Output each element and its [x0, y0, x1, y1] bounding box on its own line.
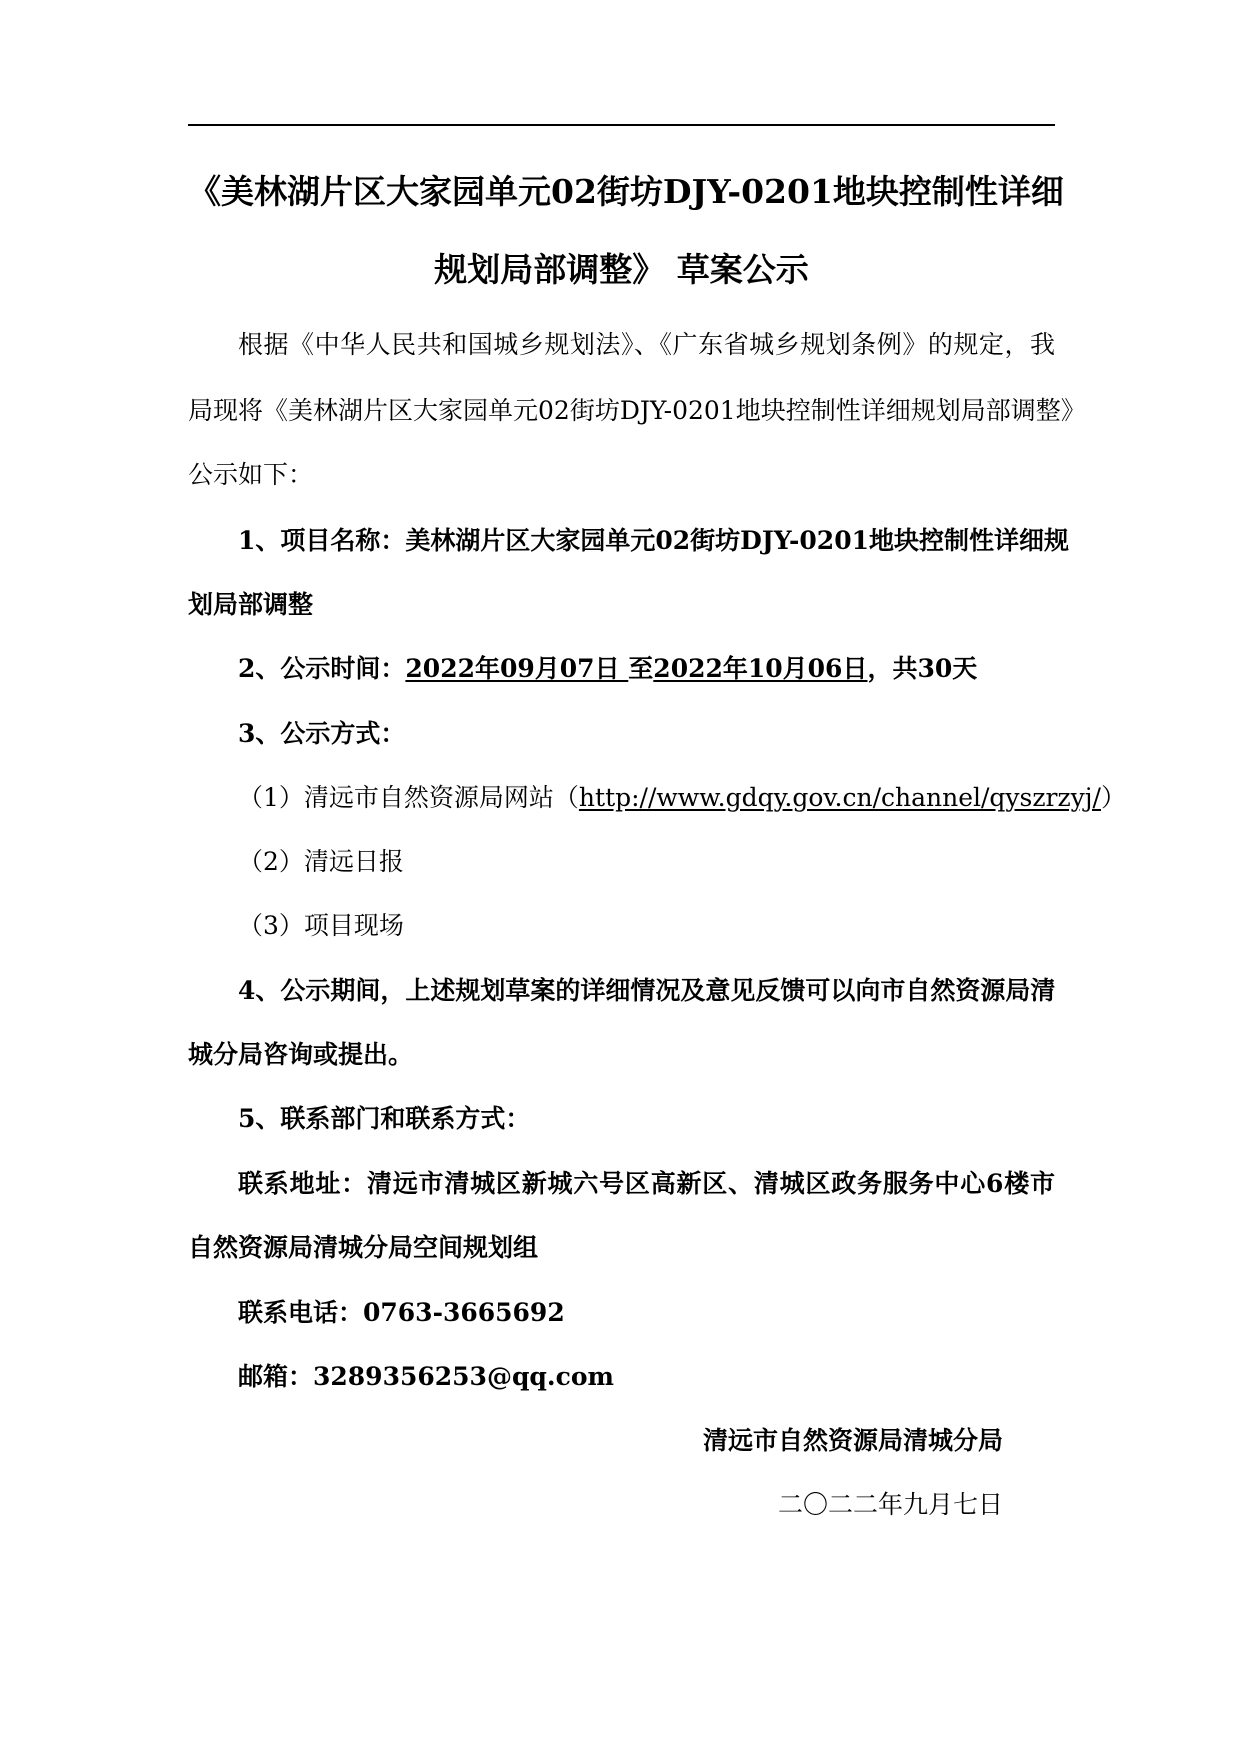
intro-line-3: 公示如下：: [188, 460, 314, 489]
method-1-prefix: （1）清远市自然资源局网站（: [238, 783, 579, 812]
issue-date: 二〇二二年九月七日: [777, 1490, 1003, 1519]
item2-prefix: 2、公示时间：: [238, 654, 406, 683]
item2-start-date: 2022年09月07日: [405, 654, 629, 683]
item4-line-2: 城分局咨询或提出。: [188, 1040, 414, 1069]
item4-line-1: 4、公示期间，上述规划草案的详细情况及意见反馈可以向市自然资源局清: [238, 976, 1056, 1005]
item2-end-date: 2022年10月06日: [653, 654, 868, 683]
address-line-1: 联系地址：清远市清城区新城六号区高新区、清城区政务服务中心6楼市: [238, 1169, 1055, 1198]
phone-line: 联系电话：0763-3665692: [238, 1298, 565, 1327]
item5-label: 5、联系部门和联系方式：: [238, 1104, 531, 1133]
email-line: 邮箱：3289356253@qq.com: [238, 1362, 614, 1391]
title-line-2: 规划局部调整》 草案公示: [434, 250, 809, 289]
method-1-url-link[interactable]: http://www.gdqy.gov.cn/channel/qyszrzyj/: [578, 783, 1101, 812]
method-3: （3）项目现场: [238, 911, 404, 940]
item1-line-1: 1、项目名称：美林湖片区大家园单元02街坊DJY-0201地块控制性详细规: [238, 526, 1069, 555]
intro-line-1: 根据《中华人民共和国城乡规划法》、《广东省城乡规划条例》的规定，我: [238, 330, 1055, 359]
item3-label: 3、公示方式：: [238, 719, 406, 748]
method-1-suffix: ）: [1100, 783, 1126, 812]
header-rule: [188, 124, 1055, 126]
method-2: （2）清远日报: [238, 847, 404, 876]
intro-line-2: 局现将《美林湖片区大家园单元02街坊DJY-0201地块控制性详细规划局部调整》: [188, 396, 1086, 425]
address-line-2: 自然资源局清城分局空间规划组: [188, 1233, 539, 1262]
issuer-signature: 清远市自然资源局清城分局: [702, 1426, 1003, 1455]
item2-line: [238, 652, 977, 686]
item2-mid: 至: [628, 654, 654, 683]
method-1-line: [238, 781, 1126, 815]
title-line-1: 《美林湖片区大家园单元02街坊DJY-0201地块控制性详细: [188, 172, 1064, 211]
item2-suffix: ，共30天: [867, 654, 978, 683]
item1-line-2: 划局部调整: [188, 590, 314, 619]
